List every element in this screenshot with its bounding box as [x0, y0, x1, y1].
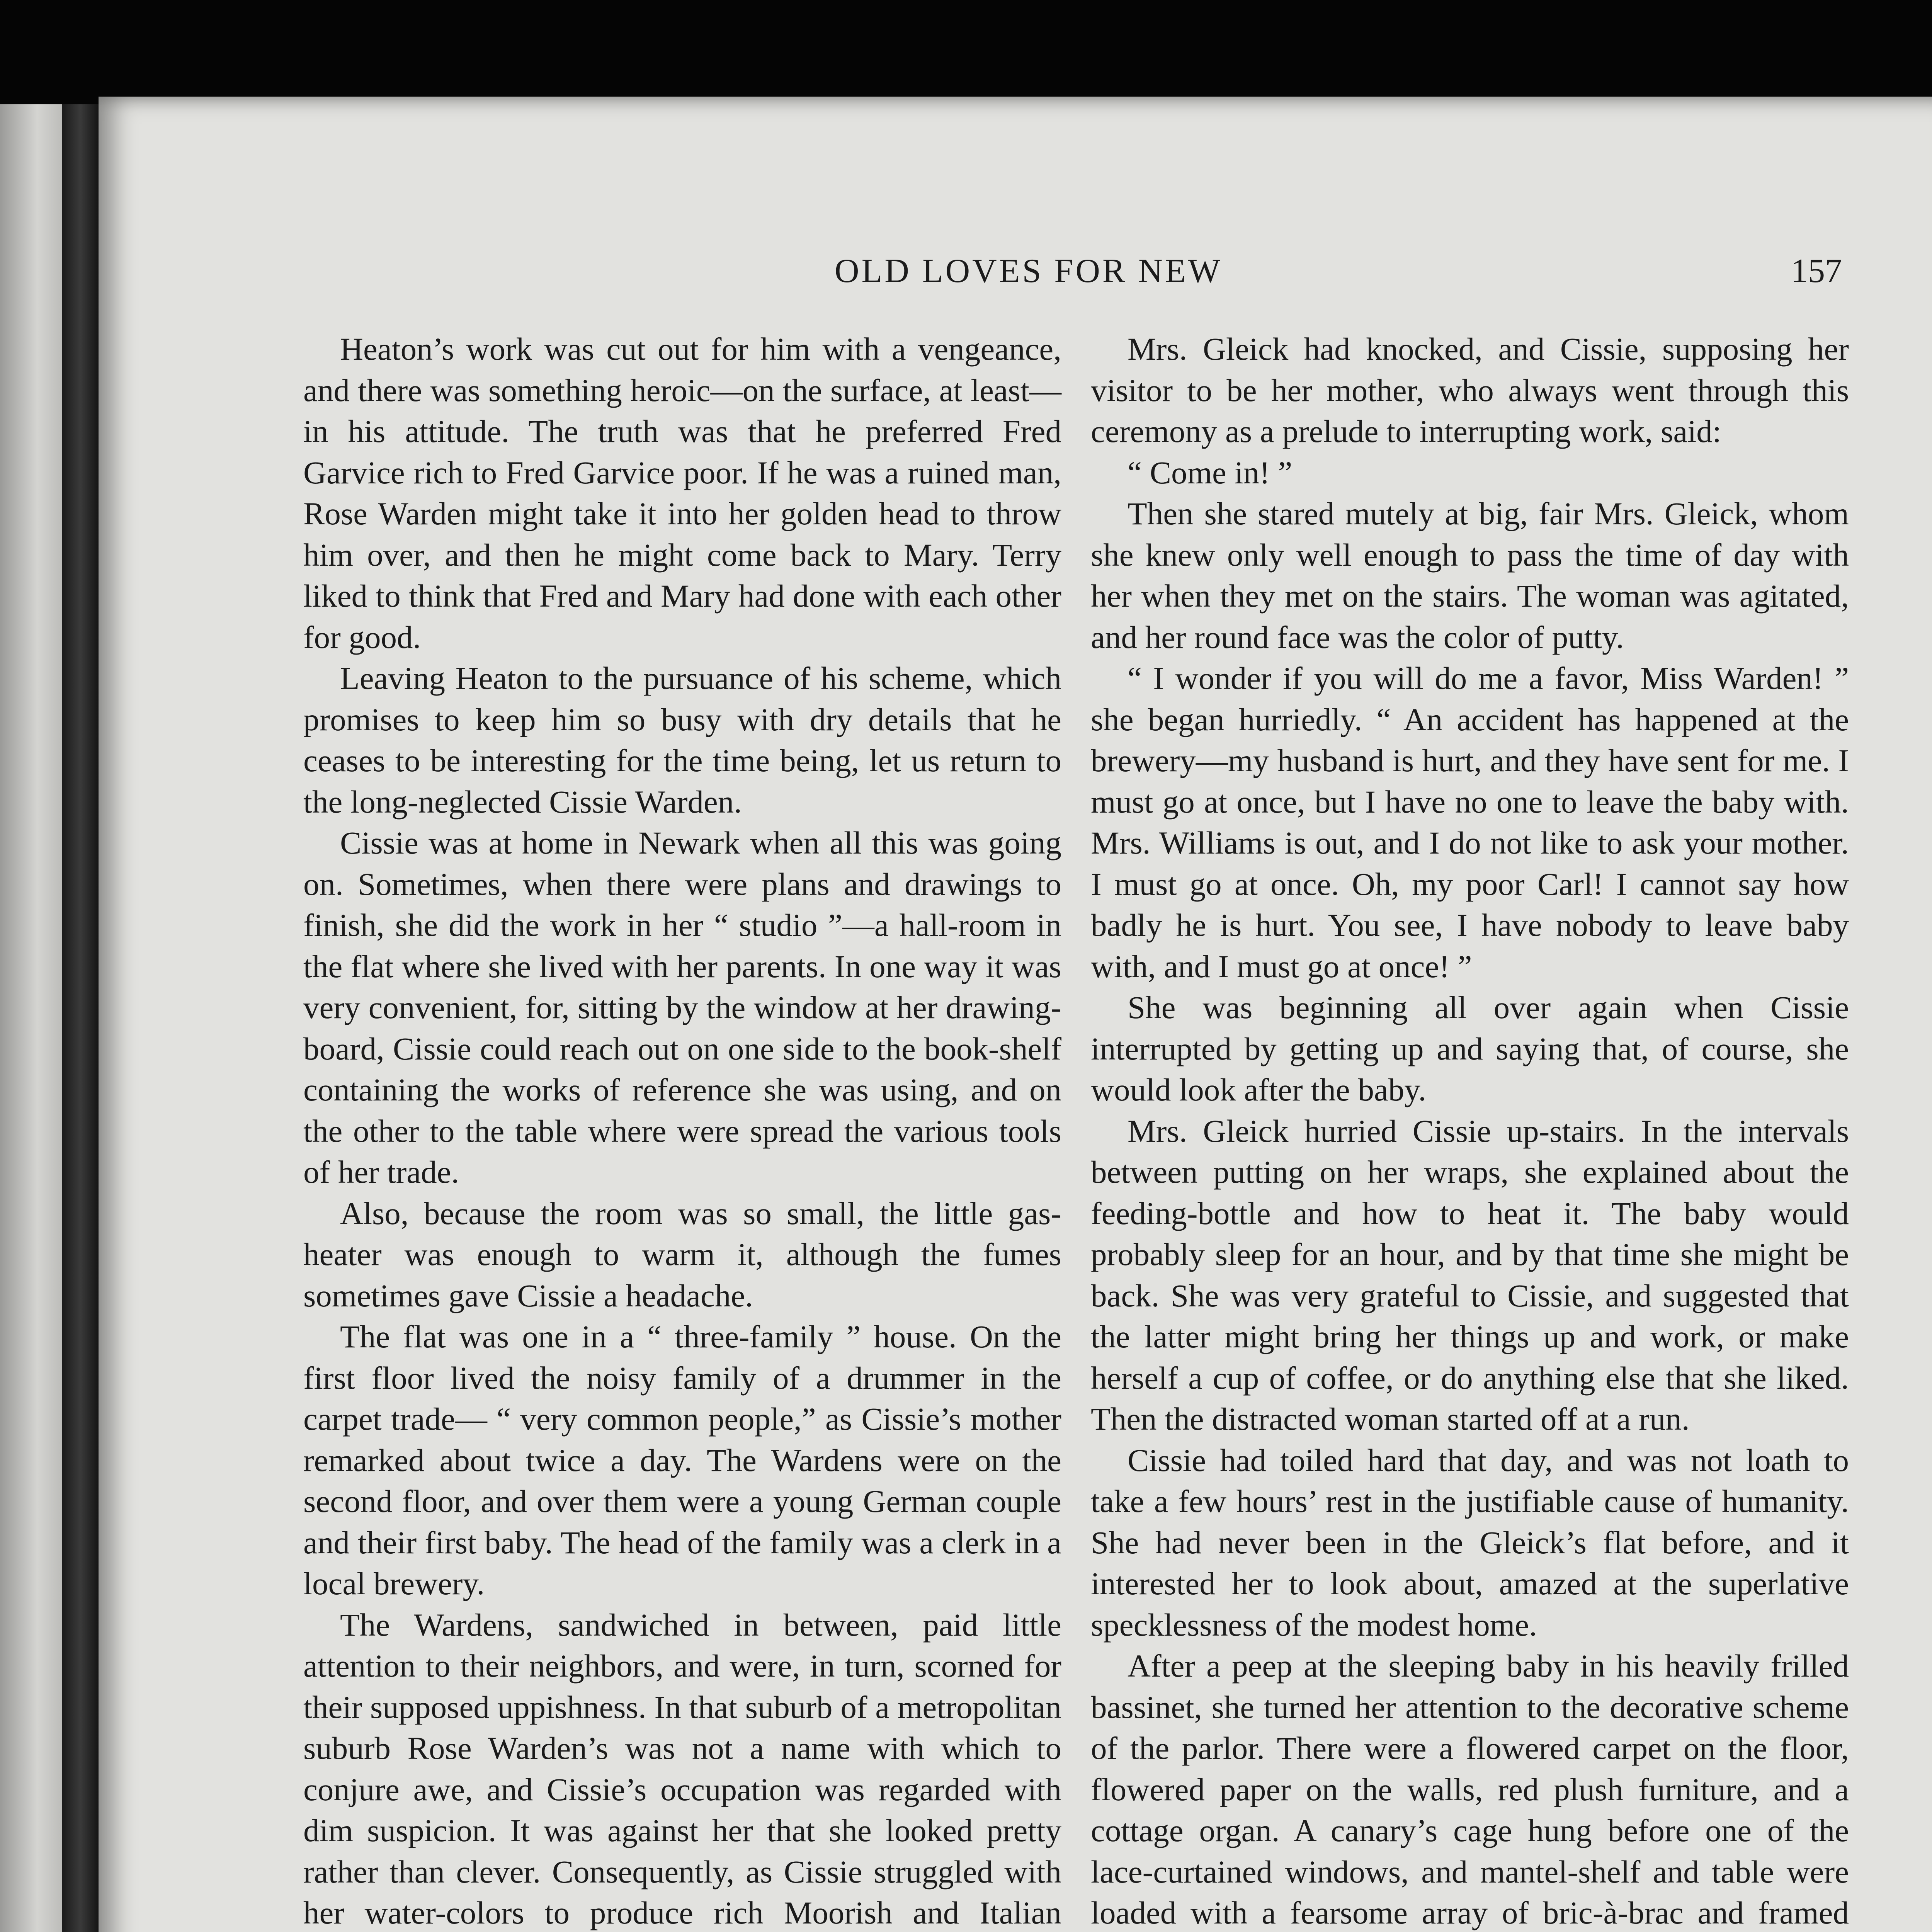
- left-column: [303, 328, 1061, 1932]
- paragraph: Heaton’s work was cut out for him with a vengeance, and there was something heroic—on the surface, at least—in his attitude. The truth was that he preferred Fred Garvice rich to Fred Garvice poor. If he was a ruined man, Rose Warden might take it into her golden head to throw him over, and then he might come back to Mary. Terry liked to think that Fred and Mary had done with each other for good.: [303, 331, 1061, 655]
- paragraph: Also, because the room was so small, the little gas-heater was enough to warm it, although the fumes sometimes gave Cissie a headache.: [303, 1195, 1061, 1313]
- paragraph: Mrs. Gleick hurried Cissie up-stairs. In the intervals between putting on her wraps, she explained about the feeding-bottle and how to heat it. The baby would probably sleep for an hour, and by that time she might be back. She was very grateful to Cissie, and suggested that the latter might bring her things up and work, or make herself a cup of coffee, or do anything else that she liked. Then the distracted woman started off at a run.: [1091, 1113, 1849, 1437]
- paragraph: The flat was one in a “ three-family ” house. On the first floor lived the noisy family of a drummer in the carpet trade— “ very common people,” as Cissie’s mother remarked about twice a day. The Wardens were on the second floor, and over them were a young German couple and their first baby. The head of the family was a clerk in a local brewery.: [303, 1319, 1061, 1601]
- previous-page-edge: [0, 104, 62, 1932]
- paragraph: After a peep at the sleeping baby in his heavily frilled bassinet, she turned her attention to the decorative scheme of the parlor. There were a flowered carpet on the floor, flowered paper on the walls, red plush furniture, and a cottage organ. A canary’s cage hung before one of the lace-curtained windows, and mantel-shelf and table were loaded with a fearsome array of bric-à-brac and framed: [1091, 1648, 1849, 1930]
- book-page: [99, 97, 1932, 1932]
- paragraph: Mrs. Gleick had knocked, and Cissie, supposing her visitor to be her mother, who always went through this ceremony as a prelude to interrupting work, said:: [1091, 331, 1849, 449]
- paragraph: Then she stared mutely at big, fair Mrs. Gleick, whom she knew only well enough to pass the time of day with her when they met on the stairs. The woman was agitated, and her round face was the color of putty.: [1091, 496, 1849, 655]
- paragraph: Cissie had toiled hard that day, and was not loath to take a few hours’ rest in the justifiable cause of humanity. She had never been in the Gleick’s flat before, and it interested her to look about, amazed at the superlative specklessness of the modest home.: [1091, 1442, 1849, 1643]
- right-column: [1091, 328, 1849, 1932]
- paragraph: She was beginning all over again when Cissie interrupted by getting up and saying that, of course, she would look after the baby.: [1091, 990, 1849, 1107]
- running-title: OLD LOVES FOR NEW: [835, 252, 1223, 290]
- paragraph: The Wardens, sandwiched in between, paid little attention to their neighbors, and were, in turn, scorned for their supposed uppishness. In that suburb of a metropolitan suburb Rose Warden’s was not a name with which to conjure awe, and Cissie’s occupation was regarded with dim suspicion. It was against her that she looked pretty rather than clever. Consequently, as Cissie struggled with her water-colors to produce rich Moorish and Italian: [303, 1607, 1061, 1930]
- paragraph: “ I wonder if you will do me a favor, Miss Warden! ” she began hurriedly. “ An accident has happened at the brewery—my husband is hurt, and they have sent for me. I must go at once, but I have no one to leave the baby with. Mrs. Williams is out, and I do not like to ask your mother. I must go at once. Oh, my poor Carl! I cannot say how badly he is hurt. You see, I have nobody to leave baby with, and I must go at once! ”: [1091, 660, 1849, 984]
- paragraph: Leaving Heaton to the pursuance of his scheme, which promises to keep him so busy with dry details that he ceases to be interesting for the time being, let us return to the long-neglected Cissie Warden.: [303, 660, 1061, 820]
- book-spine: [62, 104, 99, 1932]
- running-head: [99, 244, 1932, 298]
- paragraph: Cissie was at home in Newark when all this was going on. Sometimes, when there were plans and drawings to finish, she did the work in her “ studio ”—a hall-room in the flat where she lived with her parents. In one way it was very convenient, for, sitting by the window at her drawing-board, Cissie could reach out on one side to the book-shelf containing the works of reference she was using, and on the other to the table where were spread the various tools of her trade.: [303, 825, 1061, 1190]
- page-number: 157: [1791, 252, 1842, 290]
- paragraph: “ Come in! ”: [1128, 454, 1293, 490]
